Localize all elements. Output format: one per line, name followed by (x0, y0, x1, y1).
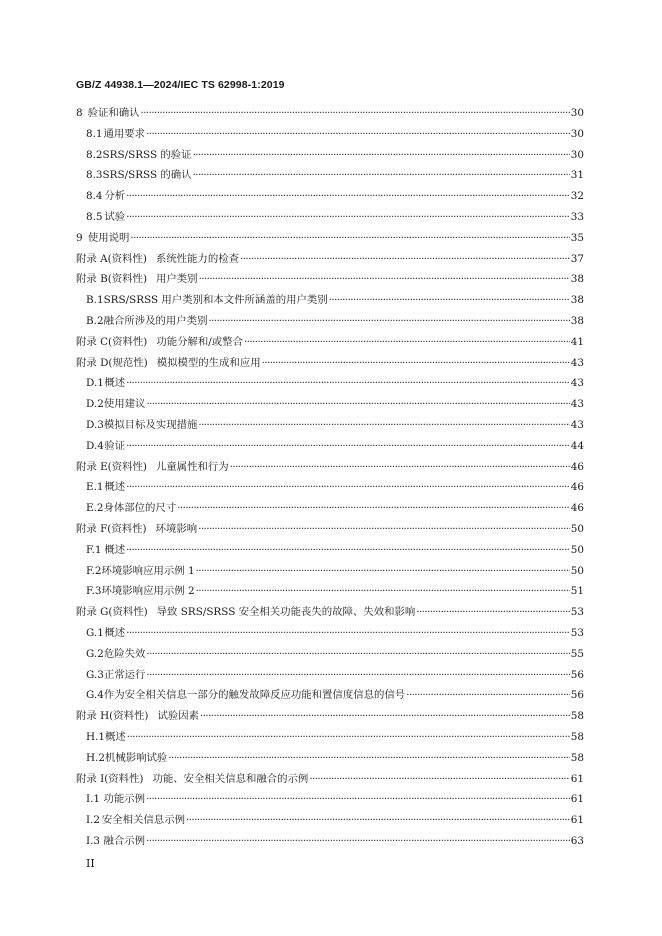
toc-leader-dots (309, 773, 569, 785)
toc-entry[interactable] (76, 790, 584, 811)
toc-entry[interactable] (76, 624, 584, 645)
toc-leader-dots (126, 481, 570, 493)
toc-entry[interactable] (76, 229, 584, 250)
toc-entry-number: D.4 (86, 439, 104, 452)
toc-leader-dots (127, 731, 570, 743)
toc-leader-dots (193, 149, 570, 161)
toc-entry-title: 环境影响应用示例 2 (101, 585, 195, 598)
toc-entry-title: 验证和确认 (87, 107, 140, 119)
toc-entry-number: 附录 D(规范性) (76, 356, 148, 369)
toc-entry-number: I.2 (86, 814, 101, 827)
toc-leader-dots (186, 814, 570, 826)
toc-entry[interactable] (76, 104, 584, 125)
toc-leader-dots (198, 523, 570, 535)
toc-entry[interactable] (76, 749, 584, 770)
toc-entry-title: 试验 (104, 210, 126, 223)
toc-entry-page: 61 (570, 793, 584, 806)
toc-entry-title: 儿童属性和行为 (155, 460, 229, 473)
toc-leader-dots (130, 232, 569, 244)
toc-entry-title: 危险失效 (103, 647, 146, 660)
toc-entry-page: 35 (570, 231, 584, 244)
toc-entry-page: 61 (570, 772, 584, 785)
document-header (76, 79, 285, 91)
toc-entry-page: 50 (570, 564, 584, 577)
toc-entry-title: 验证 (104, 439, 126, 452)
toc-leader-dots (198, 419, 569, 431)
toc-leader-dots (146, 398, 569, 410)
toc-leader-dots (146, 128, 570, 140)
toc-entry-title: 模拟模型的生成和应用 (156, 356, 261, 369)
toc-entry[interactable] (76, 187, 584, 208)
toc-entry-page: 46 (570, 481, 584, 494)
toc-entry-page: 50 (570, 543, 584, 556)
toc-entry-page: 53 (570, 606, 584, 619)
toc-leader-dots (230, 461, 570, 473)
toc-entry-page: 58 (570, 751, 584, 764)
page-number: II (86, 857, 95, 870)
toc-entry[interactable] (76, 354, 584, 375)
toc-entry-title: 概述 (104, 626, 126, 639)
toc-entry-title: 试验因素 (157, 710, 199, 723)
toc-entry[interactable] (76, 166, 584, 187)
toc-entry-number: H.1 (86, 730, 105, 743)
toc-leader-dots (146, 793, 570, 805)
toc-leader-dots (208, 315, 569, 327)
toc-entry-title: 功能示例 (103, 793, 146, 806)
toc-leader-dots (200, 710, 570, 722)
toc-leader-dots (196, 565, 570, 577)
toc-entry-page: 58 (570, 710, 584, 723)
toc-entry-title: 环境影响 (155, 522, 198, 535)
toc-entry-number: 附录 I(资料性) (76, 772, 144, 785)
toc-entry-title: 通用要求 (103, 127, 146, 140)
toc-entry-number: F.2 (86, 564, 102, 577)
toc-entry-number: B.2 (86, 314, 104, 327)
toc-entry-page: 50 (570, 522, 584, 535)
toc-entry[interactable] (76, 333, 584, 354)
toc-entry-number: 8.2 (86, 148, 103, 161)
toc-entry[interactable] (76, 270, 584, 291)
toc-leader-dots (240, 253, 570, 265)
toc-entry-number: D.3 (86, 418, 104, 431)
toc-entry[interactable] (76, 374, 584, 395)
toc-leader-dots (126, 544, 570, 556)
toc-entry-page: 56 (570, 668, 584, 681)
toc-entry-title: 功能分解和/或整合 (156, 335, 243, 348)
toc-entry-number: G.4 (86, 689, 104, 702)
toc-entry-title: 正常运行 (103, 668, 146, 681)
toc-leader-dots (177, 502, 570, 514)
toc-entry[interactable] (76, 146, 584, 167)
toc-entry[interactable] (76, 832, 584, 853)
toc-entry-page: 30 (570, 127, 584, 140)
toc-entry-page: 38 (570, 314, 584, 327)
toc-leader-dots (168, 752, 569, 764)
toc-entry[interactable] (76, 645, 584, 666)
toc-entry-number: G.3 (86, 668, 104, 681)
toc-entry-number: G.2 (86, 647, 104, 660)
toc-entry[interactable] (76, 770, 584, 791)
toc-entry-number: F.1 (86, 543, 102, 556)
toc-entry-page: 37 (570, 252, 584, 265)
toc-entry[interactable] (76, 499, 584, 520)
toc-entry[interactable] (76, 458, 584, 479)
toc-entry-title: 身体部位的尺寸 (103, 502, 177, 515)
toc-entry-title: 功能、安全相关信息和融合的示例 (152, 772, 309, 785)
toc-leader-dots (126, 377, 570, 389)
toc-entry-page: 31 (570, 169, 584, 182)
toc-entry-number: 附录 B(资料性) (76, 273, 147, 286)
toc-entry-title: 机械影响试验 (104, 751, 168, 764)
toc-leader-dots (126, 211, 570, 223)
toc-entry-title: 导致 SRS/SRSS 安全相关功能丧失的故障、失效和影响 (156, 606, 416, 619)
toc-entry-number: D.1 (86, 377, 104, 390)
toc-entry-number: 附录 C(资料性) (76, 335, 148, 348)
toc-leader-dots (146, 648, 569, 660)
toc-entry-page: 30 (570, 107, 584, 119)
toc-entry[interactable] (76, 478, 584, 499)
toc-leader-dots (244, 336, 570, 348)
toc-entry[interactable] (76, 520, 584, 541)
toc-entry-number: 8.5 (86, 210, 103, 223)
toc-entry[interactable] (76, 707, 584, 728)
toc-leader-dots (406, 689, 570, 701)
toc-entry-title: 用户类别 (156, 273, 198, 286)
toc-entry-title: 作为安全相关信息一部分的触发故障反应功能和置信度信息的信号 (103, 689, 406, 702)
toc-entry-title: 模拟目标及实现措施 (103, 418, 198, 431)
toc-entry-number: 9 (76, 231, 83, 244)
toc-entry-page: 55 (570, 647, 584, 660)
toc-entry-number: 附录 H(资料性) (76, 710, 149, 723)
toc-leader-dots (199, 273, 570, 285)
toc-entry-number: 附录 G(资料性) (76, 606, 148, 619)
toc-entry-number: 8 (76, 107, 83, 119)
toc-entry-number: I.3 (86, 834, 101, 847)
toc-entry-number: G.1 (86, 626, 104, 639)
toc-entry-page: 53 (570, 626, 584, 639)
toc-entry-title: SRS/SRSS 的确认 (102, 169, 192, 182)
toc-entry-number: 附录 A(资料性) (76, 252, 147, 265)
toc-leader-dots (196, 585, 570, 597)
toc-entry-title: 环境影响应用示例 1 (101, 564, 195, 577)
toc-entry-number: 8.3 (86, 169, 103, 182)
toc-entry-page: 46 (570, 460, 584, 473)
toc-entry[interactable] (76, 416, 584, 437)
toc-entry[interactable] (76, 208, 584, 229)
toc-entry-title: 概述 (104, 543, 126, 556)
toc-entry-page: 63 (570, 834, 584, 847)
toc-entry-number: E.1 (86, 481, 104, 494)
toc-entry-page: 30 (570, 148, 584, 161)
toc-entry-page: 32 (570, 190, 584, 203)
toc-entry-title: 概述 (104, 377, 126, 390)
toc-entry-number: 8.1 (86, 127, 103, 140)
toc-entry-number: 附录 E(资料性) (76, 460, 147, 473)
toc-entry-number: E.2 (86, 502, 104, 515)
toc-entry-title: 概述 (104, 481, 126, 494)
toc-entry-number: 附录 F(资料性) (76, 522, 147, 535)
toc-entry[interactable] (76, 666, 584, 687)
toc-entry-title: 融合示例 (103, 834, 146, 847)
toc-entry-title: 概述 (104, 730, 126, 743)
toc-entry-page: 43 (570, 418, 584, 431)
toc-entry-page: 43 (570, 398, 584, 411)
toc-entry-page: 44 (570, 439, 584, 452)
toc-leader-dots (141, 107, 570, 119)
toc-entry-page: 51 (570, 585, 584, 598)
toc-entry[interactable] (76, 728, 584, 749)
toc-entry[interactable] (76, 562, 584, 583)
toc-entry[interactable] (76, 250, 584, 271)
toc-entry-page: 41 (570, 335, 584, 348)
toc-leader-dots (146, 669, 569, 681)
toc-leader-dots (126, 190, 570, 202)
toc-entry-number: D.2 (86, 398, 104, 411)
toc-leader-dots (126, 627, 570, 639)
toc-entry[interactable] (76, 686, 584, 707)
standard-number: GB/Z 44938.1—2024/IEC TS 62998-1:2019 (76, 79, 285, 91)
toc-entry-page: 33 (570, 210, 584, 223)
toc-entry-number: H.2 (86, 751, 105, 764)
toc-entry[interactable] (76, 603, 584, 624)
toc-entry-number: I.1 (86, 793, 101, 806)
toc-entry-title: 融合所涉及的用户类别 (103, 314, 208, 327)
toc-entry-title: 安全相关信息示例 (101, 814, 185, 827)
toc-entry-title: 使用说明 (87, 231, 130, 244)
toc-entry[interactable] (76, 312, 584, 333)
toc-entry-number: B.1 (86, 294, 104, 307)
toc-entry-number: 8.4 (86, 190, 103, 203)
toc-entry-page: 46 (570, 502, 584, 515)
toc-entry[interactable] (76, 395, 584, 416)
toc-entry-title: SRS/SRSS 的验证 (102, 148, 192, 161)
toc-entry-title: SRS/SRSS 用户类别和本文件所涵盖的用户类别 (103, 294, 328, 307)
toc-entry-title: 分析 (104, 190, 126, 203)
toc-leader-dots (416, 606, 570, 618)
toc-entry[interactable] (76, 582, 584, 603)
toc-leader-dots (262, 357, 570, 369)
toc-entry-page: 43 (570, 377, 584, 390)
toc-entry-number: F.3 (86, 585, 102, 598)
toc-entry-page: 61 (570, 814, 584, 827)
toc-leader-dots (126, 440, 570, 452)
toc-entry-page: 43 (570, 356, 584, 369)
toc-entry[interactable] (76, 291, 584, 312)
toc-entry-page: 38 (570, 294, 584, 307)
toc-leader-dots (193, 169, 570, 181)
toc-entry-title: 使用建议 (103, 398, 146, 411)
toc-entry-page: 56 (570, 689, 584, 702)
toc-entry[interactable] (76, 125, 584, 146)
toc-entry-page: 38 (570, 273, 584, 286)
toc-entry[interactable] (76, 437, 584, 458)
table-of-contents (76, 104, 584, 853)
toc-entry-title: 系统性能力的检查 (155, 252, 239, 265)
toc-entry-page: 58 (570, 730, 584, 743)
toc-entry[interactable] (76, 541, 584, 562)
toc-leader-dots (146, 835, 570, 847)
toc-leader-dots (329, 294, 570, 306)
toc-entry[interactable] (76, 811, 584, 832)
